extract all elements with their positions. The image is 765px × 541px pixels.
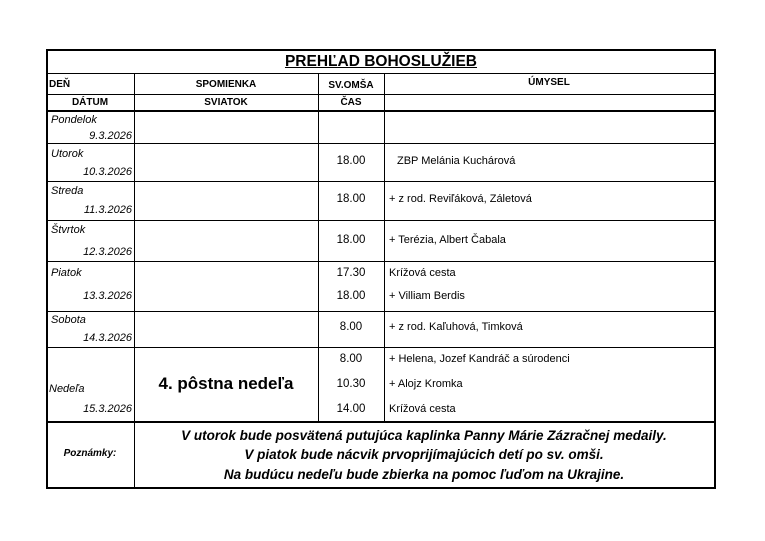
mass-time: 18.00 (336, 155, 366, 167)
mass-time: 14.00 (336, 403, 366, 415)
header-umysel: ÚMYSEL (528, 77, 570, 88)
mass-intention: + Helena, Jozef Kandráč a súrodenci (389, 353, 570, 365)
mass-intention: + Terézia, Albert Čabala (389, 234, 506, 246)
row-rule (46, 347, 716, 348)
note-line: V piatok bude nácvik prvoprijímajúcich detí po sv. omši. (244, 447, 604, 462)
mass-intention: Krížová cesta (389, 403, 456, 415)
table-border-left (46, 49, 48, 489)
column-rule (384, 73, 385, 422)
title-rule (46, 73, 716, 74)
mass-intention: Krížová cesta (389, 267, 456, 279)
column-rule (318, 73, 319, 422)
row-rule (46, 220, 716, 221)
day-name: Piatok (51, 267, 82, 279)
row-rule (46, 181, 716, 182)
header-cas: ČAS (340, 97, 362, 108)
mass-time: 18.00 (336, 193, 366, 205)
header-datum: DÁTUM (71, 97, 109, 108)
header-sviatok: SVIATOK (204, 97, 248, 108)
day-name: Utorok (51, 148, 84, 160)
mass-time: 10.30 (336, 378, 366, 390)
row-rule (46, 311, 716, 312)
mass-intention: + z rod. Reviľáková, Záletová (389, 193, 532, 205)
day-date: 10.3.2026 (83, 166, 132, 178)
mass-intention: ZBP Melánia Kuchárová (397, 155, 516, 167)
mass-time: 18.00 (336, 290, 366, 302)
mass-time: 17.30 (336, 267, 366, 279)
page-title: PREHĽAD BOHOSLUŽIEB (284, 53, 478, 70)
day-date: 15.3.2026 (83, 403, 132, 415)
day-name: Štvrtok (51, 224, 86, 236)
mass-time: 8.00 (339, 321, 363, 333)
row-rule (46, 143, 716, 144)
note-line: V utorok bude posvätená putujúca kaplinka Panny Márie Zázračnej medaily. (181, 428, 667, 443)
notes-label: Poznámky: (63, 448, 117, 459)
feast-name: 4. pôstna nedeľa (158, 374, 294, 393)
note-line: Na budúcu nedeľu bude zbierka na pomoc ľuďom na Ukrajine. (223, 467, 625, 482)
day-date: 12.3.2026 (83, 246, 132, 258)
day-date: 13.3.2026 (83, 290, 132, 302)
mass-intention: + Alojz Kromka (389, 378, 463, 390)
day-date: 14.3.2026 (83, 332, 132, 344)
day-name: Nedeľa (49, 383, 85, 395)
mass-intention: + Villiam Berdis (389, 290, 465, 302)
table-border-top (46, 49, 716, 51)
table-border-right (714, 49, 716, 489)
table-border-bottom (46, 487, 716, 489)
day-date: 11.3.2026 (83, 204, 132, 216)
day-name: Streda (51, 185, 84, 197)
header-bottom-rule (46, 110, 716, 112)
column-rule (134, 73, 135, 489)
notes-rule (46, 421, 716, 423)
schedule-table (46, 49, 716, 489)
mass-time: 8.00 (339, 353, 363, 365)
header-svomsa: SV.OMŠA (328, 80, 374, 91)
header-den: DEŇ (49, 79, 71, 90)
mass-intention: + z rod. Kaľuhová, Timková (389, 321, 523, 333)
mass-time: 18.00 (336, 234, 366, 246)
header-rule (46, 94, 716, 95)
header-spomienka: SPOMIENKA (195, 79, 257, 90)
day-name: Sobota (51, 314, 86, 326)
day-date: 9.3.2026 (89, 130, 132, 142)
day-name: Pondelok (51, 114, 97, 126)
row-rule (46, 261, 716, 262)
